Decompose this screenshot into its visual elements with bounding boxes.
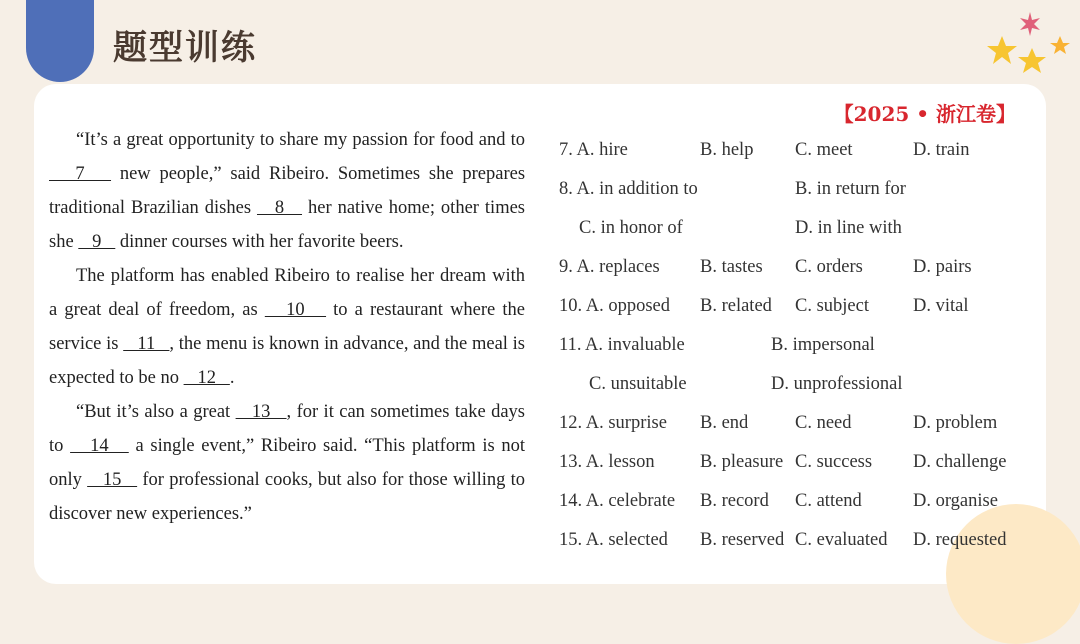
option-11d: D. unprofessional <box>771 374 903 394</box>
option-7d: D. train <box>913 140 970 160</box>
option-9a: 9. A. replaces <box>559 257 660 277</box>
option-12c: C. need <box>795 413 852 433</box>
option-9c: C. orders <box>795 257 863 277</box>
option-13b: B. pleasure <box>700 452 784 472</box>
option-13a: 13. A. lesson <box>559 452 655 472</box>
passage-text: The platform has enabled Ribeiro to realise her dream with a great deal of freedom, as <box>49 266 525 320</box>
option-row-7 <box>559 140 1029 179</box>
passage-text: to a restaurant where the service is <box>49 300 525 354</box>
option-13d: D. challenge <box>913 452 1007 472</box>
blank-14: 14 <box>70 436 129 456</box>
option-row-14 <box>559 491 1029 530</box>
blank-9: 9 <box>78 232 116 252</box>
option-11a: 11. A. invaluable <box>559 335 685 355</box>
cloze-passage <box>49 123 525 531</box>
star-icon <box>1050 36 1070 54</box>
option-14c: C. attend <box>795 491 862 511</box>
blank-7: 7 <box>49 164 112 184</box>
sparkle-icon <box>1020 12 1040 36</box>
header-tab-decoration <box>26 0 94 82</box>
option-15d: D. requested <box>913 530 1007 550</box>
blank-13: 13 <box>235 402 287 422</box>
passage-paragraph-2 <box>49 259 525 395</box>
option-14d: D. organise <box>913 491 998 511</box>
blank-10: 10 <box>264 300 327 320</box>
option-8c: C. in honor of <box>579 218 683 238</box>
option-11b: B. impersonal <box>771 335 875 355</box>
option-7b: B. help <box>700 140 754 160</box>
option-14a: 14. A. celebrate <box>559 491 676 511</box>
passage-text: “But it’s also a great <box>76 402 236 422</box>
option-row-8b <box>559 218 1029 257</box>
option-7c: C. meet <box>795 140 853 160</box>
option-12d: D. problem <box>913 413 998 433</box>
passage-text: her native home; other times she <box>49 198 525 252</box>
option-8d: D. in line with <box>795 218 902 238</box>
option-11c: C. unsuitable <box>589 374 687 394</box>
passage-text: , the menu is known in advance, and the meal is expected to be no <box>49 334 525 388</box>
star-icon <box>1018 48 1046 73</box>
option-15a: 15. A. selected <box>559 530 668 550</box>
option-row-8a <box>559 179 1029 218</box>
option-row-13 <box>559 452 1029 491</box>
blank-11: 11 <box>123 334 170 354</box>
option-row-12 <box>559 413 1029 452</box>
passage-text: , for it can sometimes take days to <box>49 402 525 456</box>
star-icon <box>987 36 1017 64</box>
answer-options <box>559 140 1029 569</box>
page-title: 题型训练 <box>113 28 257 68</box>
option-row-11a <box>559 335 1029 374</box>
option-12b: B. end <box>700 413 749 433</box>
passage-text: for professional cooks, but also for those willing to discover new experiences.” <box>49 470 525 524</box>
option-10a: 10. A. opposed <box>559 296 670 316</box>
option-15b: B. reserved <box>700 530 785 550</box>
option-7a: 7. A. hire <box>559 140 628 160</box>
option-9d: D. pairs <box>913 257 972 277</box>
option-8b: B. in return for <box>795 179 906 199</box>
option-8a: 8. A. in addition to <box>559 179 698 199</box>
blank-8: 8 <box>256 198 303 218</box>
stars-decoration-icon <box>970 8 1080 88</box>
blank-12: 12 <box>183 368 230 388</box>
option-15c: C. evaluated <box>795 530 888 550</box>
option-row-10 <box>559 296 1029 335</box>
blank-15: 15 <box>87 470 138 490</box>
option-14b: B. record <box>700 491 769 511</box>
option-9b: B. tastes <box>700 257 763 277</box>
passage-text: . <box>229 368 235 388</box>
option-10d: D. vital <box>913 296 969 316</box>
option-13c: C. success <box>795 452 873 472</box>
option-12a: 12. A. surprise <box>559 413 667 433</box>
passage-text: “It’s a great opportunity to share my passion for food and to <box>76 130 525 150</box>
option-row-9 <box>559 257 1029 296</box>
passage-text: new people,” said Ribeiro. Sometimes she prepares traditional Brazilian dishes <box>49 164 526 218</box>
source-label: 【2025 • 浙江卷】 <box>833 102 1016 126</box>
option-row-15 <box>559 530 1029 569</box>
passage-paragraph-1 <box>49 123 525 259</box>
passage-text: a single event,” Ribeiro said. “This platform is not only <box>49 436 526 490</box>
passage-paragraph-3 <box>49 395 525 531</box>
option-10c: C. subject <box>795 296 869 316</box>
option-row-11b <box>559 374 1029 413</box>
passage-text: dinner courses with her favorite beers. <box>115 232 404 252</box>
option-10b: B. related <box>700 296 772 316</box>
